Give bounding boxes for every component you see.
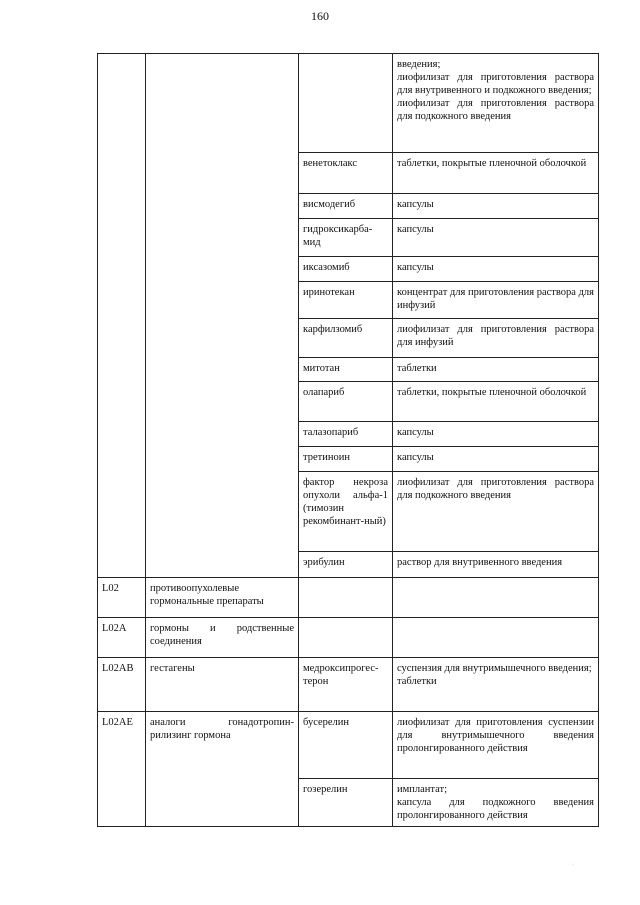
table-row [98,618,599,658]
dosage-form-cell [393,153,599,194]
group-cell: гестагены [146,658,299,712]
group-cell [146,54,299,578]
page-number: 160 [311,9,329,23]
drug-name-cell: медроксипрогес-терон [299,658,393,712]
drug-name-cell [299,54,393,153]
dosage-form-cell [393,219,599,257]
dosage-form-line: лиофилизат для приготовления раствора для внутривенного и подкожного введения; [397,72,594,96]
table-row [98,658,599,712]
drug-name-cell [299,618,393,658]
dosage-form-line: капсула для подкожного введения пролонгированного действия [397,797,594,821]
atc-code-cell: L02A [98,618,146,658]
drug-name-cell: гидроксикарба-мид [299,219,393,257]
dosage-form-line: таблетки [397,676,437,687]
dosage-form-line: капсулы [397,262,434,273]
dosage-form-line: лиофилизат для приготовления раствора для инфузий [397,324,594,348]
dosage-form-cell [393,779,599,827]
drug-name-cell: фактор некроза опухоли альфа-1 (тимозин рекомбинант-ный) [299,472,393,552]
group-cell: аналоги гонадотропин-рилизинг гормона [146,712,299,827]
drug-name-cell: третиноин [299,447,393,472]
dosage-form-line: лиофилизат для приготовления раствора для подкожного введения [397,98,594,122]
dosage-form-line: лиофилизат для приготовления суспензии для внутримышечного введения пролонгированного действия [397,717,594,754]
drug-name-cell: иксазомиб [299,257,393,282]
dosage-form-line: суспензия для внутримышечного введения; [397,663,592,674]
dosage-form-line: введения; [397,59,441,70]
dosage-form-cell [393,194,599,219]
dosage-form-line: концентрат для приготовления раствора для инфузий [397,287,594,311]
dosage-form-cell [393,472,599,552]
group-cell: противоопухолевые гормональные препараты [146,578,299,618]
group-cell: гормоны и родственные соединения [146,618,299,658]
dosage-form-cell [393,358,599,382]
atc-code-cell [98,54,146,578]
dosage-form-cell [393,422,599,447]
drug-name-cell: митотан [299,358,393,382]
dosage-form-line: таблетки, покрытые пленочной оболочкой [397,387,587,398]
dosage-form-line: капсулы [397,224,434,235]
dosage-form-cell [393,578,599,618]
drug-name-cell: талазопариб [299,422,393,447]
dosage-form-line: капсулы [397,199,434,210]
dosage-form-cell [393,658,599,712]
drug-name-cell: висмодегиб [299,194,393,219]
atc-code-cell: L02 [98,578,146,618]
dosage-form-cell [393,382,599,422]
dosage-form-line: капсулы [397,427,434,438]
dosage-form-cell [393,257,599,282]
dosage-form-line: лиофилизат для приготовления раствора для подкожного введения [397,477,594,501]
dosage-form-line: имплантат; [397,784,448,795]
dosage-form-cell [393,552,599,578]
table-row [98,54,599,153]
scan-speck: · [572,862,574,868]
dosage-form-cell [393,319,599,358]
drug-name-cell: венетоклакс [299,153,393,194]
drug-name-cell: гозерелин [299,779,393,827]
drug-table [97,53,599,827]
atc-code-cell: L02AB [98,658,146,712]
drug-name-cell: олапариб [299,382,393,422]
dosage-form-line: таблетки [397,363,437,374]
drug-name-cell: бусерелин [299,712,393,779]
table-row [98,578,599,618]
drug-name-cell: иринотекан [299,282,393,319]
dosage-form-cell [393,282,599,319]
dosage-form-cell [393,54,599,153]
dosage-form-cell [393,447,599,472]
drug-name-cell: эрибулин [299,552,393,578]
atc-code-cell: L02AE [98,712,146,827]
dosage-form-line: капсулы [397,452,434,463]
dosage-form-cell [393,618,599,658]
dosage-form-line: таблетки, покрытые пленочной оболочкой [397,158,587,169]
dosage-form-line: раствор для внутривенного введения [397,557,563,568]
table-row [98,712,599,779]
drug-name-cell [299,578,393,618]
dosage-form-cell [393,712,599,779]
drug-name-cell: карфилзомиб [299,319,393,358]
